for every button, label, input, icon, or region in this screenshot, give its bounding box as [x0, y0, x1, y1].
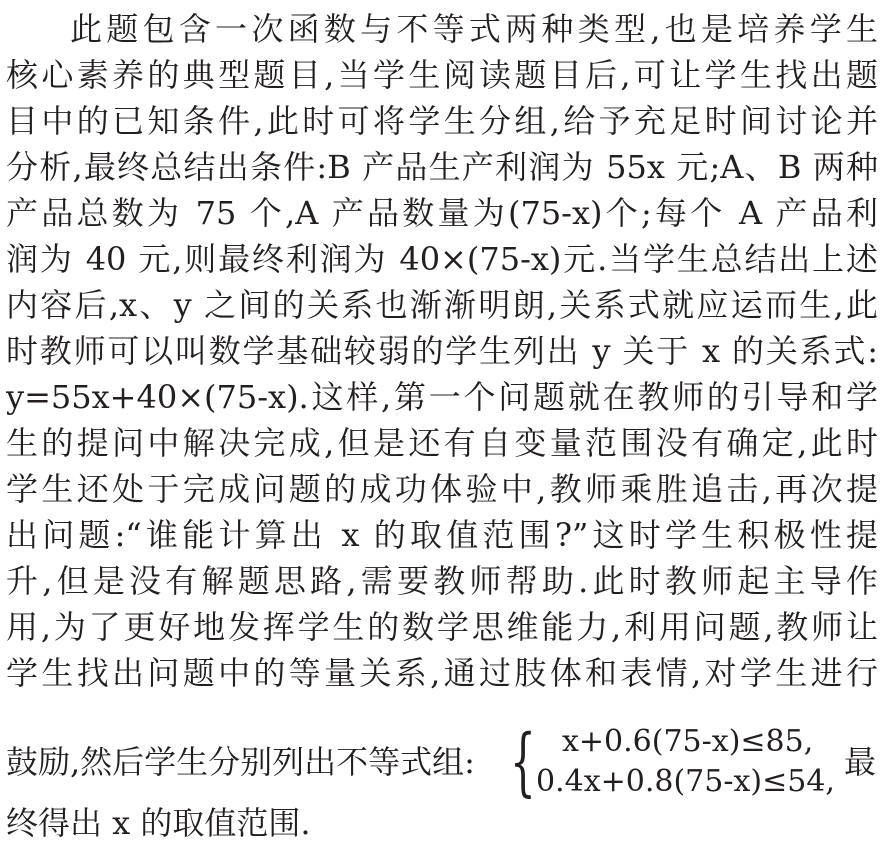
- system-brace: {: [510, 719, 536, 805]
- text-line-last: 终得出 x 的取值范围.: [6, 804, 311, 842]
- inequality-1: x+0.6(75-x)≤85,: [562, 724, 814, 759]
- text-line: 学生还处于完成问题的成功体验中,教师乘胜追击,再次提: [6, 470, 878, 508]
- text-line: 此题包含一次函数与不等式两种类型,也是培养学生: [70, 10, 878, 48]
- text-line: 出问题:“谁能计算出 x 的取值范围?”这时学生积极性提: [6, 516, 878, 554]
- text-line: 时教师可以叫数学基础较弱的学生列出 y 关于 x 的关系式:: [6, 332, 878, 370]
- text-line: 分析,最终总结出条件:B 产品生产利润为 55x 元;A、B 两种: [6, 148, 878, 186]
- text-line: 内容后,x、y 之间的关系也渐渐明朗,关系式就应运而生,此: [6, 286, 878, 324]
- text-line: 目中的已知条件,此时可将学生分组,给予充足时间讨论并: [6, 102, 878, 140]
- text-line: 核心素养的典型题目,当学生阅读题目后,可让学生找出题: [6, 56, 878, 94]
- text-line: 生的提问中解决完成,但是还有自变量范围没有确定,此时: [6, 424, 878, 462]
- text-line: 用,为了更好地发挥学生的数学思维能力,利用问题,教师让: [6, 608, 878, 646]
- text-line: 产品总数为 75 个,A 产品数量为(75-x)个;每个 A 产品利: [6, 194, 878, 232]
- system-intro-text: 鼓励,然后学生分别列出不等式组:: [6, 743, 475, 781]
- text-line: 升,但是没有解题思路,需要教师帮助.此时教师起主导作: [6, 562, 878, 600]
- text-line: 润为 40 元,则最终利润为 40×(75-x)元.当学生总结出上述: [6, 240, 878, 278]
- text-line: 学生找出问题中的等量关系,通过肢体和表情,对学生进行: [6, 654, 878, 692]
- system-trailing-text: 最: [844, 743, 877, 781]
- inequality-system-row: [6, 719, 878, 805]
- inequality-2: 0.4x+0.8(75-x)≤54,: [536, 764, 835, 799]
- text-line: y=55x+40×(75-x).这样,第一个问题就在教师的引导和学: [6, 378, 878, 416]
